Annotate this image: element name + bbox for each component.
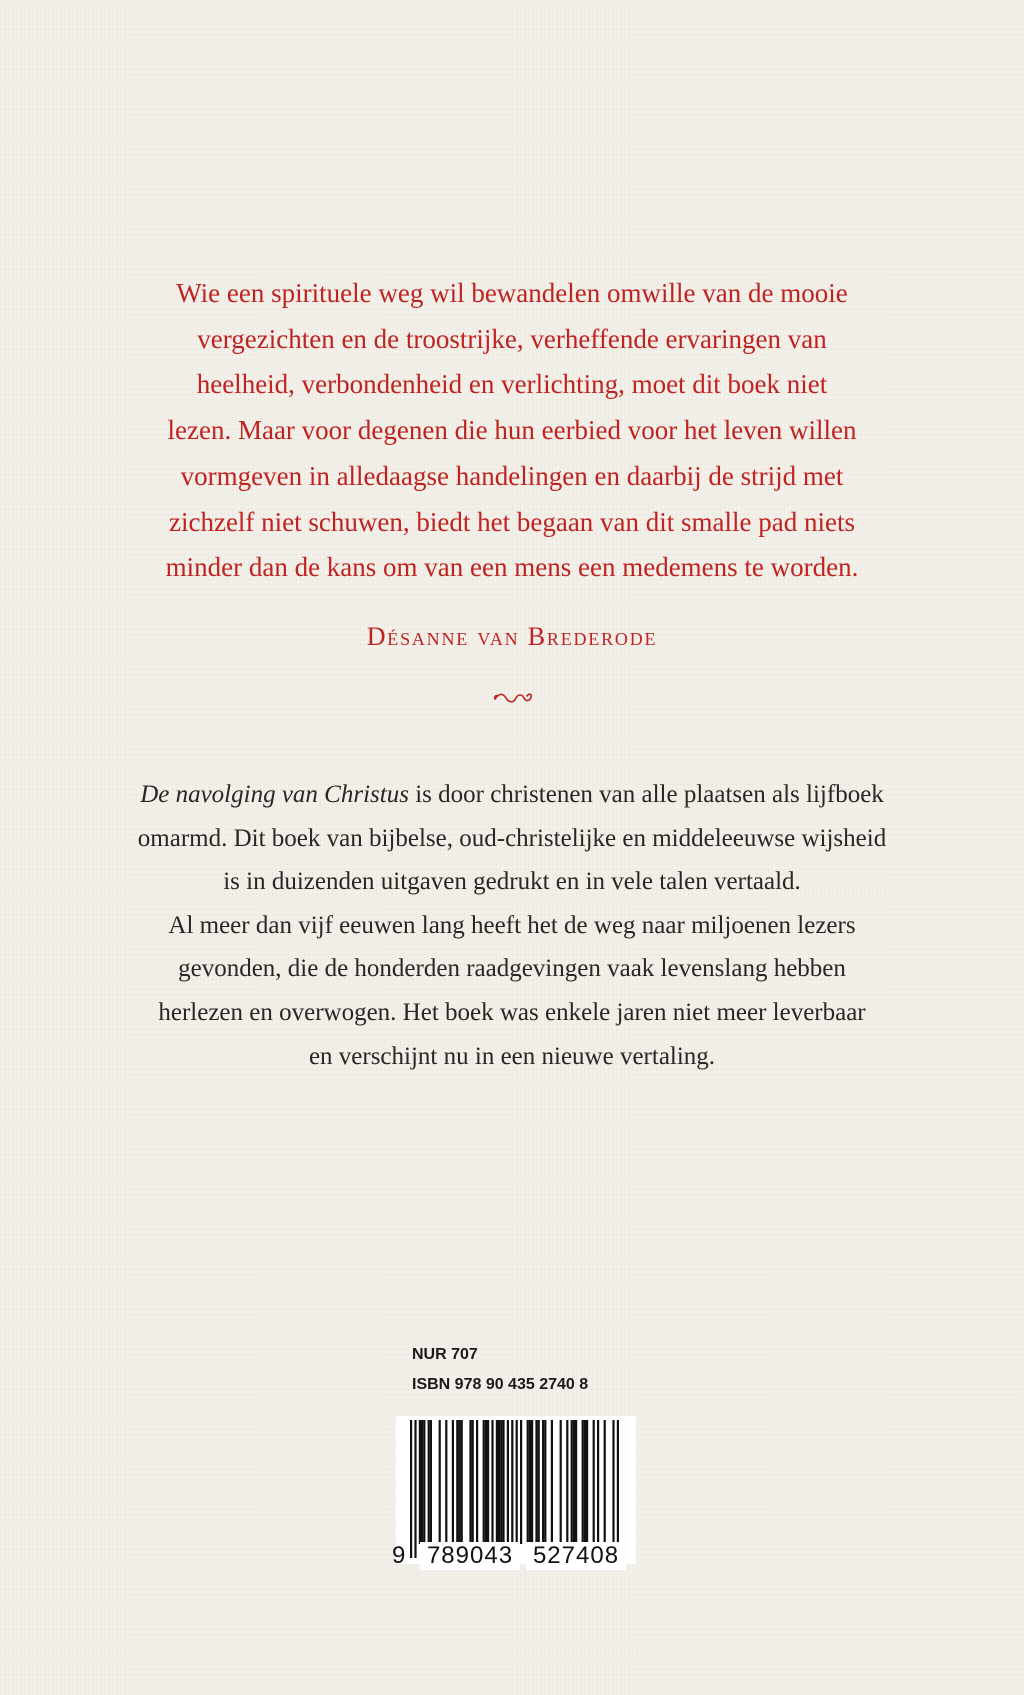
quote-line: minder dan de kans om van een mens een medemens te worden. [165,552,859,583]
barcode-lead-digit: 9 [392,1542,406,1569]
quote-line: vormgeven in alledaagse handelingen en daarbij de strijd met [180,460,844,491]
barcode-bar [542,1420,544,1544]
description-line: gevonden, die de honderden raadgevingen vaak levenslang hebben [178,955,846,983]
barcode-bar [544,1420,546,1544]
barcode-bar [423,1420,425,1544]
quote-line: zichzelf niet schuwen, biedt het begaan van dit smalle pad niets [168,506,855,537]
isbn-code: ISBN 978 90 435 2740 8 [412,1376,589,1393]
barcode-bar [566,1420,568,1544]
barcode-bar [491,1420,493,1544]
barcode-bar [461,1420,463,1544]
barcode-bar [502,1420,504,1544]
barcode-bar [527,1420,529,1544]
description-line: Al meer dan vijf eeuwen lang heeft het de weg naar miljoenen lezers [168,911,856,939]
barcode-bar [560,1420,562,1544]
description-line: is in duizenden uitgaven gedrukt en in vele talen vertaald. [223,868,801,896]
description-line: herlezen en overwogen. Het boek was enkele jaren niet meer leverbaar [158,998,866,1026]
barcode-bar [617,1420,619,1558]
barcode-bar [575,1420,577,1544]
barcode-bar [551,1420,553,1544]
barcode-bar [597,1420,599,1544]
description-line: en verschijnt nu in een nieuwe vertaling. [308,1042,716,1070]
quote-author: Désanne van Brederode [366,622,658,651]
barcode-bar [529,1420,531,1544]
barcode-bar [507,1420,509,1544]
quote-line: lezen. Maar voor degenen die hun eerbied voor het leven willen [167,415,857,446]
barcode-left-digits: 789043 [420,1542,520,1570]
barcode-bar [571,1420,573,1544]
barcode-bar [593,1420,595,1544]
barcode-bar [498,1420,500,1544]
barcode-bar [535,1420,537,1544]
barcode-bar [476,1420,478,1544]
barcode-bar [573,1420,575,1544]
barcode-bar [584,1420,586,1544]
barcode-bar [485,1420,487,1544]
barcode-bar [612,1420,614,1558]
barcode-bar [520,1420,522,1544]
barcode-bar [472,1420,474,1544]
barcode-digits [392,1542,642,1572]
barcode-bar [428,1420,430,1544]
barcode-bar [452,1420,454,1544]
barcode-bar [516,1420,518,1558]
barcode-bar [538,1420,540,1544]
swash-ornament-icon [493,690,533,706]
barcode-bar [469,1420,471,1544]
barcode-bar [511,1420,513,1558]
description-line: omarmd. Dit boek van bijbelse, oud-christelijke en middeleeuwse wijsheid [137,824,887,852]
quote-line: vergezichten en de troostrijke, verheffende ervaringen van [197,323,827,354]
barcode-bar [531,1420,533,1544]
barcode-bar [500,1420,502,1544]
barcode-bar [458,1420,460,1544]
barcode-bar [586,1420,588,1544]
description-first-line-text: is door christenen van alle plaatsen als lijfboek [408,781,884,808]
barcode-bar [410,1420,412,1558]
nur-code: NUR 707 [412,1346,478,1363]
barcode-bar [456,1420,458,1544]
barcode-bar [439,1420,441,1544]
barcode-bar [496,1420,498,1544]
barcode-bar [430,1420,432,1544]
book-description [100,773,924,1078]
barcode-right-digits: 527408 [526,1542,626,1570]
barcode-bar [487,1420,489,1544]
book-title: De navolging van Christus [140,781,409,808]
barcode-bar [483,1420,485,1544]
endorsement-quote [100,271,924,591]
barcode-bar [604,1420,606,1544]
publication-info [412,1340,588,1400]
quote-line: heelheid, verbondenheid en verlichting, moet dit boek niet [196,369,828,400]
barcode-bar [445,1420,447,1544]
barcode-bar [582,1420,584,1544]
barcode-bar [414,1420,416,1558]
quote-line: Wie een spirituele weg wil bewandelen omwille van de mooie [176,278,848,308]
barcode-bar [421,1420,423,1544]
description-line [100,773,924,817]
barcode-bar [419,1420,421,1544]
